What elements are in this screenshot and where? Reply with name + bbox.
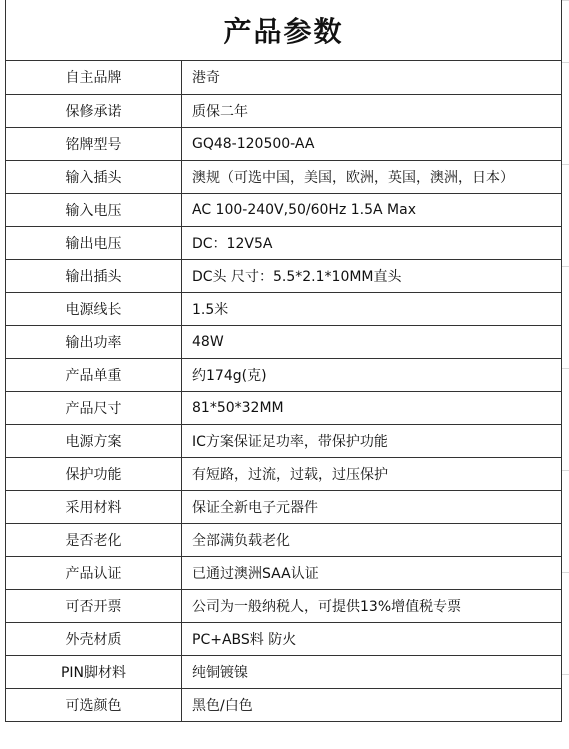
spec-label-cell[interactable]: 产品尺寸 xyxy=(6,391,182,424)
spec-label-cell[interactable]: 保修承诺 xyxy=(6,94,182,127)
spec-label-cell[interactable]: 铭牌型号 xyxy=(6,127,182,160)
table-row xyxy=(6,259,562,292)
page-title: 产品参数 xyxy=(223,15,344,48)
spec-label-cell[interactable]: 输出电压 xyxy=(6,226,182,259)
spec-value-cell[interactable]: 已通过澳洲SAA认证 xyxy=(182,556,562,589)
spec-value-cell[interactable]: 港奇 xyxy=(182,61,562,94)
table-row xyxy=(6,160,562,193)
spec-label-cell[interactable]: 电源线长 xyxy=(6,292,182,325)
spec-value-cell[interactable]: 有短路，过流，过载，过压保护 xyxy=(182,457,562,490)
spec-value-cell[interactable]: 81*50*32MM xyxy=(182,391,562,424)
spec-label-cell[interactable]: 外壳材质 xyxy=(6,622,182,655)
gridline xyxy=(562,470,569,471)
table-row xyxy=(6,457,562,490)
sheet-gridlines xyxy=(562,0,569,749)
table-row xyxy=(6,226,562,259)
spec-value-cell[interactable]: IC方案保证足功率，带保护功能 xyxy=(182,424,562,457)
table-row xyxy=(6,622,562,655)
spec-value-cell[interactable]: DC头 尺寸：5.5*2.1*10MM直头 xyxy=(182,259,562,292)
spec-value-cell[interactable]: 全部满负载老化 xyxy=(182,523,562,556)
table-row xyxy=(6,325,562,358)
spec-label-cell[interactable]: 可选颜色 xyxy=(6,688,182,721)
table-row xyxy=(6,688,562,721)
table-row xyxy=(6,292,562,325)
spec-value-cell[interactable]: 澳规（可选中国，美国，欧洲，英国，澳洲，日本） xyxy=(182,160,562,193)
spec-label-cell[interactable]: 是否老化 xyxy=(6,523,182,556)
spec-label-cell[interactable]: 可否开票 xyxy=(6,589,182,622)
spec-label-cell[interactable]: 输出插头 xyxy=(6,259,182,292)
spec-label-cell[interactable]: 自主品牌 xyxy=(6,61,182,94)
table-row xyxy=(6,193,562,226)
spec-value-cell[interactable]: GQ48-120500-AA xyxy=(182,127,562,160)
table-row xyxy=(6,424,562,457)
table-row xyxy=(6,655,562,688)
spec-table-body xyxy=(6,61,562,721)
spec-value-cell[interactable]: 1.5米 xyxy=(182,292,562,325)
spec-table xyxy=(5,61,562,722)
spec-label-cell[interactable]: 电源方案 xyxy=(6,424,182,457)
table-row xyxy=(6,61,562,94)
spec-value-cell[interactable]: 黑色/白色 xyxy=(182,688,562,721)
spec-value-cell[interactable]: AC 100-240V,50/60Hz 1.5A Max xyxy=(182,193,562,226)
spec-label-cell[interactable]: PIN脚材料 xyxy=(6,655,182,688)
gridline xyxy=(562,266,569,267)
spec-label-cell[interactable]: 输出功率 xyxy=(6,325,182,358)
spec-label-cell[interactable]: 输入插头 xyxy=(6,160,182,193)
table-row xyxy=(6,358,562,391)
spec-value-cell[interactable]: DC：12V5A xyxy=(182,226,562,259)
spec-value-cell[interactable]: 质保二年 xyxy=(182,94,562,127)
table-row xyxy=(6,523,562,556)
table-row xyxy=(6,94,562,127)
spec-label-cell[interactable]: 产品认证 xyxy=(6,556,182,589)
title-cell xyxy=(5,0,562,61)
spec-value-cell[interactable]: 约174g(克) xyxy=(182,358,562,391)
gridline xyxy=(562,164,569,165)
gridline xyxy=(562,62,569,63)
spec-value-cell[interactable]: 48W xyxy=(182,325,562,358)
gridline xyxy=(562,572,569,573)
spec-value-cell[interactable]: PC+ABS料 防火 xyxy=(182,622,562,655)
table-row xyxy=(6,490,562,523)
table-row xyxy=(6,589,562,622)
spec-value-cell[interactable]: 纯铜镀镍 xyxy=(182,655,562,688)
spec-value-cell[interactable]: 公司为一般纳税人，可提供13%增值税专票 xyxy=(182,589,562,622)
spec-label-cell[interactable]: 输入电压 xyxy=(6,193,182,226)
table-row xyxy=(6,391,562,424)
gridline xyxy=(562,368,569,369)
spec-label-cell[interactable]: 采用材料 xyxy=(6,490,182,523)
spec-label-cell[interactable]: 保护功能 xyxy=(6,457,182,490)
table-row xyxy=(6,127,562,160)
spec-label-cell[interactable]: 产品单重 xyxy=(6,358,182,391)
spec-value-cell[interactable]: 保证全新电子元器件 xyxy=(182,490,562,523)
table-row xyxy=(6,556,562,589)
gridline xyxy=(562,674,569,675)
